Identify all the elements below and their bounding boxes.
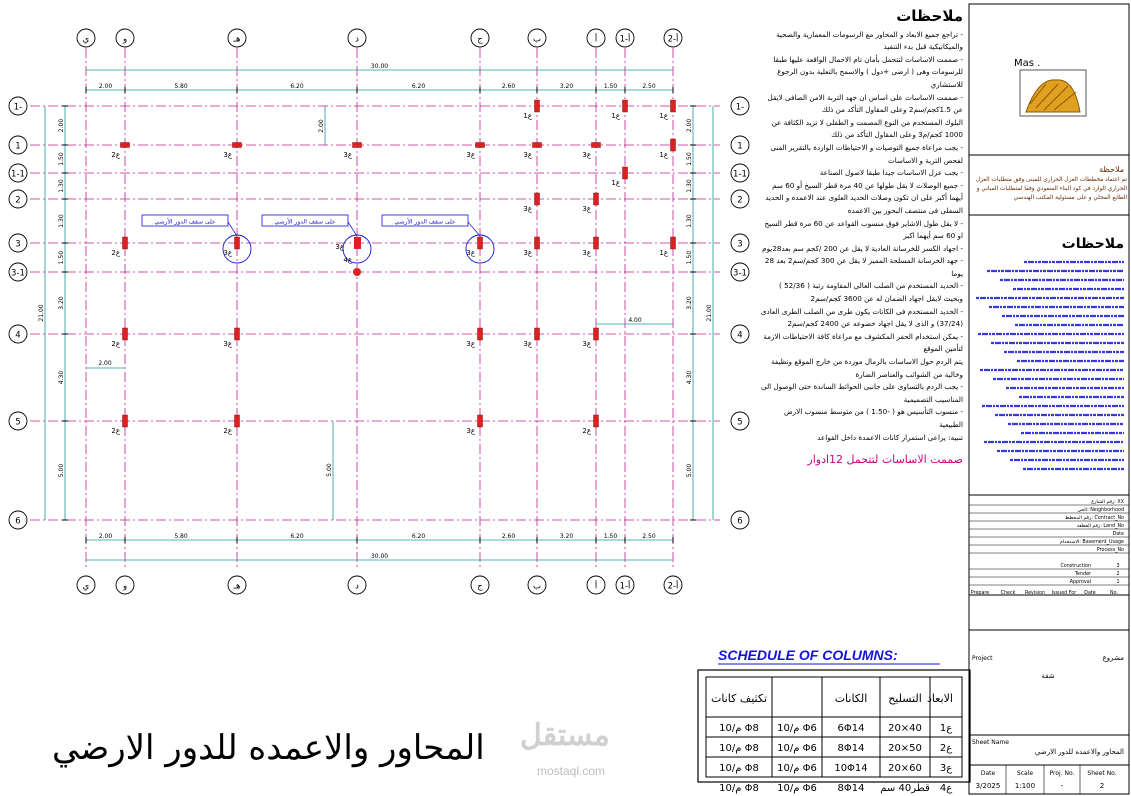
notes-list xyxy=(758,29,963,445)
note-item: - جهد الخرسانة المسلحة المميز لا يقل عن 300 كجم/سم2 بعد 28 يوما xyxy=(764,256,963,278)
column-rect xyxy=(671,139,676,151)
schedule-header-stirrups: الكانات xyxy=(834,692,868,705)
dim-span: 1.30 xyxy=(686,214,693,228)
grid-layer xyxy=(30,48,720,570)
schedule-title: SCHEDULE OF COLUMNS: xyxy=(718,647,898,663)
dim-span: 2.00 xyxy=(98,83,113,90)
schedule-dense: 10/م Φ8 xyxy=(719,783,759,794)
tb-field: رقم القطعة: Land_No xyxy=(1076,524,1124,529)
axis-label-side: 1-1 xyxy=(11,169,25,180)
schedule-dims: 20×50 xyxy=(888,743,922,754)
dim-span: 1.50 xyxy=(686,152,693,166)
axis-label-top: أ-1 xyxy=(619,34,631,45)
callout-leader xyxy=(348,222,357,236)
axis-label-top: ج xyxy=(477,581,483,592)
column-label: ع3 xyxy=(466,340,475,348)
column-label: ع3 xyxy=(466,427,475,435)
note-item: - الحديد المستخدم من الصلب العالى المقاومة رتبة ( 52/36 ) وبحيث لايقل اجهاد الضمان له عن 3600 كجم/سم2 xyxy=(779,281,963,304)
dim-span: 3.20 xyxy=(58,296,65,310)
column-rect xyxy=(623,167,628,179)
axis-label-top: ب xyxy=(532,581,542,592)
column-rect xyxy=(478,415,483,427)
column-label: ع4 xyxy=(343,256,352,264)
schedule-dims: 20×40 xyxy=(888,723,922,734)
schedule-id: ع1 xyxy=(939,723,953,734)
column-rect xyxy=(123,328,128,340)
dim-span: 3.20 xyxy=(559,533,574,540)
dim-total: 30.00 xyxy=(370,553,389,560)
axis-label-side: 1-1 xyxy=(733,169,747,180)
rev-no: 1 xyxy=(1116,580,1120,585)
rev-header: Check xyxy=(1000,591,1016,596)
column-label: ع3 xyxy=(582,205,591,213)
column-label: ع2 xyxy=(111,151,120,159)
note-item: - يمكن استخدام الحفر المكشوف مع مراعاة كافة الاحتياطات الازمة لتأمين الموقع xyxy=(763,331,963,354)
schedule-header-dims: الابعاد xyxy=(927,692,953,705)
footer-label: Date xyxy=(980,770,996,777)
column-label: ع2 xyxy=(582,427,591,435)
axis-label-top: و xyxy=(122,34,128,45)
column-label: ع2 xyxy=(223,427,232,435)
column-rect xyxy=(535,100,540,112)
footer-label: Scale xyxy=(1016,770,1034,777)
project-label: Project xyxy=(972,655,993,662)
axis-label-top: أ-2 xyxy=(667,34,679,45)
axis-label-side: 3 xyxy=(737,239,743,250)
dim-span: 6.20 xyxy=(290,83,304,90)
column-rect xyxy=(535,237,540,249)
axis-labels-layer xyxy=(9,29,749,594)
axis-label-side: 4 xyxy=(15,330,21,341)
note-item: - صممت الاساسات لتتحمل بأمان تام الاحمال الواقعة عليها طبقا للرسومات وهى ( ارضى +دول ) والاسمح بالتعلية بدون الرجوع للاستشاري xyxy=(773,54,963,89)
callout-text: على سقف الدور الأرضي xyxy=(394,218,456,226)
axis-label-top: د xyxy=(355,581,359,592)
dim-span: 6.20 xyxy=(411,533,426,540)
schedule-dense: 10/م Φ8 xyxy=(719,763,759,774)
column-rect xyxy=(354,237,361,249)
note-item: البلوك المستخدم من النوع المصمت و الطفلى لا تزيد الكثافة عن 1000 كجم/م3 وعلى المقاول التأكد من ذلك xyxy=(771,117,963,140)
schedule-stirrups: 10/م Φ6 xyxy=(777,763,817,774)
schedule-rebar: 8Φ14 xyxy=(837,783,865,794)
note-item: تنبيه: يراعى استمرار كانات الاعمدة داخل القواعد xyxy=(817,432,963,442)
column-rect xyxy=(594,415,599,427)
column-label: ع3 xyxy=(523,205,532,213)
tb-field: الحي: Neighborhood xyxy=(1077,508,1124,513)
tb-field: Date xyxy=(1112,532,1124,537)
watermark-brand: مستقل xyxy=(520,719,610,752)
callout-leader xyxy=(228,222,237,236)
column-label: ع2 xyxy=(111,249,120,257)
axis-label-top: هـ xyxy=(233,581,241,592)
callout-leader xyxy=(468,222,480,236)
tb-fields xyxy=(969,499,1129,553)
axis-label-top: ب xyxy=(532,34,542,45)
note-item: - لا يقل طول الاشاير فوق منسوب القواعد عن 60 مرة قطر السيخ او 60 سم أيهما اكبر xyxy=(764,218,963,241)
column-label: ع3 xyxy=(335,243,344,251)
column-label: ع2 xyxy=(111,427,120,435)
column-rect xyxy=(123,415,128,427)
column-label: ع3 xyxy=(466,151,475,159)
tb-footer xyxy=(976,765,1117,794)
axis-label-side: 2 xyxy=(737,195,743,206)
dim-span: 1.50 xyxy=(58,152,65,166)
dim-span: 1.50 xyxy=(603,533,618,540)
column-label: ع3 xyxy=(223,151,232,159)
axis-label-top: ي xyxy=(82,34,90,45)
project-sub: شقة xyxy=(1041,672,1055,680)
schedule-id: ع2 xyxy=(939,743,953,754)
inner-dim: 2.00 xyxy=(318,119,325,133)
schedule-dims: 20×60 xyxy=(888,763,922,774)
dim-span: 1.30 xyxy=(58,179,65,193)
column-label: ع1 xyxy=(659,112,668,120)
general-notes xyxy=(758,8,963,467)
material-swatch xyxy=(1014,58,1086,116)
callout-text: على سقف الدور الأرضي xyxy=(154,218,216,226)
material-label: Mas . xyxy=(1014,58,1041,69)
dim-span: 2.60 xyxy=(501,533,516,540)
column-label: ع3 xyxy=(582,151,591,159)
rev-header: No. xyxy=(1110,591,1118,596)
axis-label-top: ج xyxy=(477,34,483,45)
axis-label-top: أ xyxy=(594,581,598,592)
note-item: - صممت الاساسات على اساس ان جهد التربة الامن الصافى لايقل عن 1.5كجم/سم2 وعلى المقاول التأكد من ذلك xyxy=(767,92,963,115)
dim-span: 5.80 xyxy=(174,83,188,90)
column-label: ع1 xyxy=(659,151,668,159)
rev-issued: Approval xyxy=(1069,580,1091,585)
note-item: - يجب الردم بالتساوى على جانبى الحوائط الساندة حتى الوصول الى المناسيب التصميمية xyxy=(760,382,963,404)
note-item: - اجهاد الكسر للخرسانة العادية لا يقل عن 200 /كجم سم بعد28يوم xyxy=(762,243,963,253)
note-item: - منسوب التأسيس هو ( -1.50 ) من متوسط منسوب الارض الطبيعية xyxy=(783,407,963,429)
tb-field: Process_No xyxy=(1096,548,1124,553)
axis-label-side: 1- xyxy=(735,102,745,113)
dim-span: 3.20 xyxy=(559,83,574,90)
dim-total: 30.00 xyxy=(370,63,389,70)
tb-tiny-notes xyxy=(976,262,1124,469)
dim-span: 2.00 xyxy=(98,533,113,540)
dim-span: 1.50 xyxy=(58,250,65,265)
footer-value: 2 xyxy=(1099,782,1105,790)
schedule-rebar: 10Φ14 xyxy=(834,763,868,774)
column-rect xyxy=(623,100,628,112)
tb-field: رقم الشارع: XX xyxy=(1091,500,1124,505)
schedule-table xyxy=(698,664,970,794)
dim-span: 1.30 xyxy=(58,214,65,228)
column-rect xyxy=(592,143,601,148)
axis-label-side: 3-1 xyxy=(11,268,25,279)
note-item: - يجب مراعاة جميع التوصيات و الاحتياطات الواردة بالتقرير الفنى لفحص التربة و الاساسات xyxy=(770,142,963,165)
column-rect xyxy=(594,328,599,340)
note-item: - جميع الوصلات لا يقل طولها عن 40 مرة قطر السيخ أو 60 سم أيهما أكبر على ان تكون وصلات الحديد العلوى عند الاعمده و الحديد السفلى فى منتصف البحور بين الاعمده xyxy=(765,180,963,215)
column-rect xyxy=(535,328,540,340)
dim-span: 2.00 xyxy=(58,118,65,133)
column-rect xyxy=(671,100,676,112)
column-label: ع3 xyxy=(523,249,532,257)
column-label: ع1 xyxy=(611,112,620,120)
column-label: ع3 xyxy=(523,340,532,348)
dim-span: 4.30 xyxy=(686,370,693,385)
axis-label-top: هـ xyxy=(233,34,241,45)
callout-text: على سقف الدور الأرضي xyxy=(274,218,336,226)
schedule-id: ع4 xyxy=(939,783,953,794)
rev-issued: Construction xyxy=(1060,564,1091,569)
schedule-header-rebar: التسليح xyxy=(888,692,922,705)
column-label: ع1 xyxy=(611,179,620,187)
tb-notes-title: ملاحظات xyxy=(1061,236,1124,252)
schedule-dims: قطر40 سم xyxy=(880,783,930,794)
dim-span: 5.80 xyxy=(174,533,188,540)
axis-label-top: ي xyxy=(82,581,90,592)
footer-label: Sheet No. xyxy=(1087,770,1117,777)
column-rect xyxy=(476,143,485,148)
sheet-name-label: Sheet Name xyxy=(972,739,1009,746)
dim-span: 4.30 xyxy=(58,370,65,385)
columns-layer xyxy=(111,100,675,435)
sheet-name: المحاور والاعمده للدور الارضي xyxy=(1034,748,1124,756)
column-label: ع3 xyxy=(343,151,352,159)
rev-header: Issued For xyxy=(1051,591,1077,596)
axis-label-top: و xyxy=(122,581,128,592)
axis-label-side: 2 xyxy=(15,195,21,206)
footer-label: Proj. No. xyxy=(1049,770,1075,777)
column-rect xyxy=(594,237,599,249)
axis-label-top: أ-1 xyxy=(619,581,631,592)
column-rect xyxy=(478,328,483,340)
dim-span: 5.00 xyxy=(58,463,65,478)
schedule-stirrups: 10/م Φ6 xyxy=(777,783,817,794)
dim-span: 2.00 xyxy=(686,118,693,133)
column-label: ع1 xyxy=(659,249,668,257)
tb-revisions xyxy=(969,563,1129,596)
axis-label-side: 5 xyxy=(737,417,743,428)
footer-value: - xyxy=(1060,782,1064,790)
rev-issued: Tender xyxy=(1074,572,1091,577)
dim-span: 2.60 xyxy=(501,83,516,90)
axis-label-side: 6 xyxy=(737,516,743,527)
column-rect xyxy=(535,193,540,205)
dim-span: 1.50 xyxy=(603,83,618,90)
tb-field: الاستخدام: Basement_Usage xyxy=(1059,540,1124,545)
footer-value: 1:100 xyxy=(1014,782,1036,790)
watermark-url: mostaql.com xyxy=(537,764,606,778)
axis-label-side: 5 xyxy=(15,417,21,428)
column-label: ع3 xyxy=(223,340,232,348)
column-label: ع3 xyxy=(523,151,532,159)
column-rect xyxy=(478,237,483,249)
dim-span: 1.50 xyxy=(686,250,693,265)
inner-dim: 5.00 xyxy=(326,463,333,477)
schedule-id: ع3 xyxy=(939,763,953,774)
column-label: ع3 xyxy=(582,340,591,348)
column-rect xyxy=(533,143,542,148)
schedule-rebar: 6Φ14 xyxy=(837,723,865,734)
axis-label-side: 3-1 xyxy=(733,268,747,279)
dim-total: 21.00 xyxy=(38,304,45,322)
dim-span: 2.50 xyxy=(642,83,656,90)
dim-span: 6.20 xyxy=(411,83,426,90)
tb-note-text: تم اعتماد مخططات العزل الحرارى للمبنى وفق متطلبات العزل الحراري الوارد في كود البناء السعودي وفقا لمتطلبات المباني و الطابع المحلي و على مسئولية المكتب الهندسي xyxy=(975,177,1127,201)
axis-label-side: 3 xyxy=(15,239,21,250)
schedule-rebar: 8Φ14 xyxy=(837,743,865,754)
footer-value: 3/2025 xyxy=(975,782,1001,790)
inner-dim: 4.00 xyxy=(628,317,642,324)
column-circle xyxy=(353,268,361,276)
note-item: - الحديد المستخدم فى الكانات يكون طرى من الصلب الطرى العادى (37/24) و الذى لا يقل اجهاد خضوعه عن 2400 كجم/سم2 xyxy=(760,306,963,329)
schedule-dense: 10/م Φ8 xyxy=(719,723,759,734)
column-rect xyxy=(594,193,599,205)
axis-label-side: 6 xyxy=(15,516,21,527)
schedule-dense: 10/م Φ8 xyxy=(719,743,759,754)
tb-field: رقم المخطط: Contract_No xyxy=(1064,516,1124,521)
project-value: مشروع xyxy=(1102,654,1124,662)
schedule-header-dense: تكثيف كانات xyxy=(710,692,768,705)
column-rect xyxy=(121,143,130,148)
dim-span: 6.20 xyxy=(290,533,304,540)
axis-label-top: أ xyxy=(594,34,598,45)
note-item: - تراجع جميع الابعاد و المحاور مع الرسومات المعمارية والصحية والميكانيكية قبل بدء التنفيذ xyxy=(776,29,963,52)
dim-span: 2.50 xyxy=(642,533,656,540)
column-rect xyxy=(235,328,240,340)
axis-label-side: 1 xyxy=(737,141,743,152)
dim-span: 1.30 xyxy=(686,179,693,193)
drawing-title: المحاور والاعمده للدور الارضي xyxy=(52,728,485,768)
dim-span: 5.00 xyxy=(686,463,693,478)
column-rect xyxy=(235,237,240,249)
column-rect xyxy=(123,237,128,249)
axis-label-top: أ-2 xyxy=(667,581,679,592)
notes-title: ملاحظات xyxy=(896,7,963,25)
rev-header: Revision xyxy=(1024,591,1046,596)
rev-no: 2 xyxy=(1116,572,1120,577)
column-rect xyxy=(671,237,676,249)
column-rect xyxy=(233,143,242,148)
axis-label-side: 4 xyxy=(737,330,743,341)
dimension-layer xyxy=(38,63,713,560)
column-label: ع3 xyxy=(223,249,232,257)
column-label: ع1 xyxy=(523,112,532,120)
dim-span: 3.20 xyxy=(686,296,693,310)
notes-footer: صممت الاساسات لتتحمل 12ادوار xyxy=(807,453,963,467)
title-block xyxy=(968,0,1131,796)
column-label: ع2 xyxy=(111,340,120,348)
schedule-stirrups: 10/م Φ6 xyxy=(777,723,817,734)
note-item: يتم الردم حول الاساسات بالرمال موردة من خارج الموقع ونظيفة وخالية من الشوائب والعناصر الضارة xyxy=(771,357,963,379)
column-rect xyxy=(235,415,240,427)
rev-no: 3 xyxy=(1116,564,1120,569)
note-item: - يجب عزل الاساسات جيدا طبقا لاصول الصناعة xyxy=(819,168,963,178)
inner-dim: 2.00 xyxy=(98,360,112,367)
rev-header: Date xyxy=(1084,591,1096,596)
schedule-rows xyxy=(719,723,952,794)
column-label: ع3 xyxy=(582,249,591,257)
axis-label-side: 1 xyxy=(15,141,21,152)
axis-label-top: د xyxy=(355,34,359,45)
axis-label-side: 1- xyxy=(13,102,23,113)
tb-note-title: ملاحظة xyxy=(1099,165,1124,174)
column-label: ع3 xyxy=(466,249,475,257)
dim-total: 21.00 xyxy=(706,304,713,322)
rev-header: Prepare xyxy=(970,591,990,596)
schedule-stirrups: 10/م Φ6 xyxy=(777,743,817,754)
column-rect xyxy=(353,143,362,148)
